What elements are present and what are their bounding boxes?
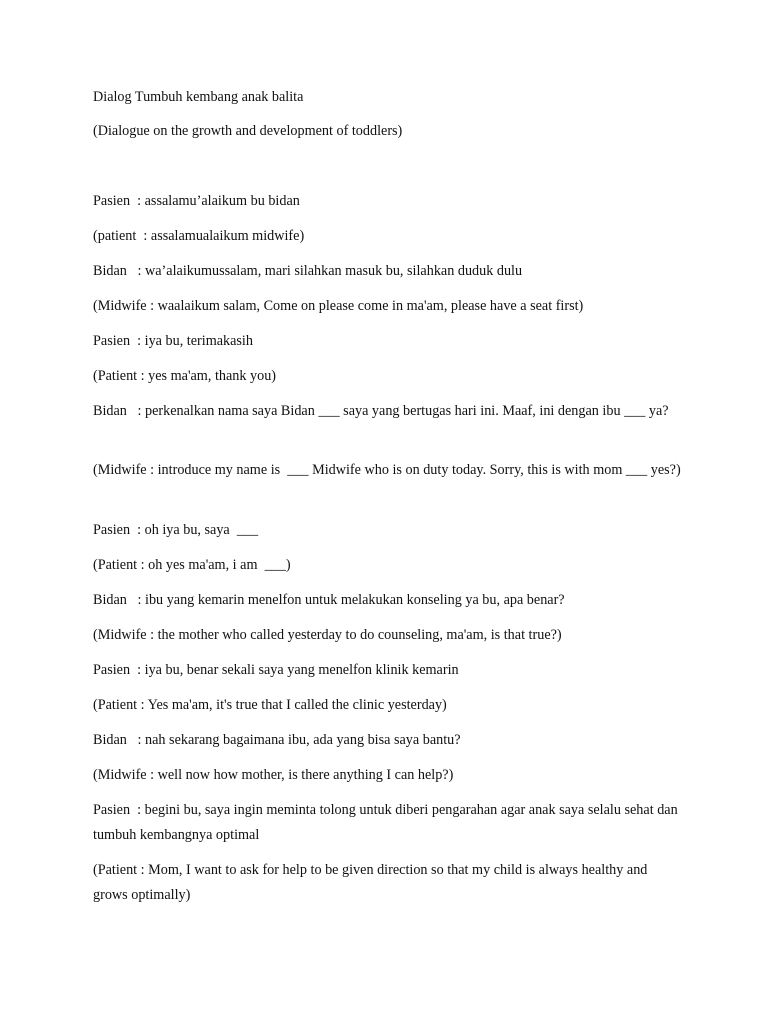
document-subtitle: (Dialogue on the growth and development of toddlers)	[93, 123, 403, 139]
dialog-line-patient-translation: (patient : assalamualaikum midwife)	[93, 228, 305, 244]
dialog-line-patient: Pasien : iya bu, terimakasih	[93, 333, 253, 349]
dialog-line-patient: Pasien : iya bu, benar sekali saya yang menelfon klinik kemarin	[93, 662, 459, 678]
dialog-line-midwife-translation: (Midwife : introduce my name is ___ Midwife who is on duty today. Sorry, this is with mom ___ yes?)	[93, 462, 681, 478]
dialog-line-midwife-translation: (Midwife : well now how mother, is there anything I can help?)	[93, 767, 454, 783]
dialog-line-midwife: Bidan : perkenalkan nama saya Bidan ___ saya yang bertugas hari ini. Maaf, ini dengan ibu ___ ya?	[93, 403, 669, 419]
dialog-line-patient-translation: (Patient : Yes ma'am, it's true that I called the clinic yesterday)	[93, 697, 447, 713]
dialog-line-patient: Pasien : assalamu’alaikum bu bidan	[93, 193, 300, 209]
document-title: Dialog Tumbuh kembang anak balita	[93, 89, 304, 105]
dialog-line-patient: Pasien : begini bu, saya ingin meminta tolong untuk diberi pengarahan agar anak saya selalu sehat dan tumbuh kembangnya optimal	[93, 802, 682, 843]
dialog-line-midwife: Bidan : wa’alaikumussalam, mari silahkan masuk bu, silahkan duduk dulu	[93, 263, 523, 279]
dialog-line-patient: Pasien : oh iya bu, saya ___	[93, 522, 259, 538]
dialog-line-patient-translation: (Patient : oh yes ma'am, i am ___)	[93, 557, 291, 573]
dialog-line-patient-translation: (Patient : yes ma'am, thank you)	[93, 368, 277, 384]
dialog-line-midwife: Bidan : nah sekarang bagaimana ibu, ada yang bisa saya bantu?	[93, 732, 461, 748]
dialog-line-midwife: Bidan : ibu yang kemarin menelfon untuk melakukan konseling ya bu, apa benar?	[93, 592, 565, 608]
dialog-line-midwife-translation: (Midwife : the mother who called yesterday to do counseling, ma'am, is that true?)	[93, 627, 562, 643]
dialog-line-midwife-translation: (Midwife : waalaikum salam, Come on please come in ma'am, please have a seat first)	[93, 298, 584, 314]
dialog-line-patient-translation: (Patient : Mom, I want to ask for help to be given direction so that my child is always healthy and grows optimally)	[93, 862, 651, 903]
